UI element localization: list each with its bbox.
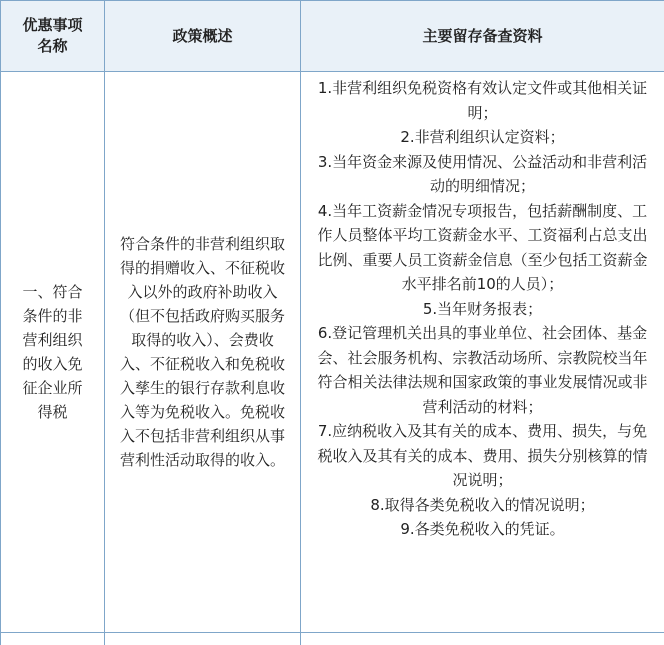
table-header-row (1, 1, 664, 72)
document-item-3: 3.当年资金来源及使用情况、公益活动和非营利活动的明细情况； (313, 150, 652, 199)
next-row-cell-3 (301, 633, 664, 645)
policy-summary-text: 符合条件的非营利组织取得的捐赠收入、不征税收入以外的政府补助收入（但不包括政府购买服务取得的收入）、会费收入、不征税收入和免税收入孳生的银行存款利息收入等为免税收入。免税收入不包括非营利组织从事营利性活动取得的收入。 (120, 235, 285, 469)
header-item-name-text: 优惠事项名称 (22, 16, 82, 55)
document-item-5: 5.当年财务报表； (313, 297, 652, 322)
table-row (1, 72, 664, 633)
item-name-text: 一、符合条件的非营利组织的收入免征企业所得税 (22, 283, 82, 421)
document-item-1: 1.非营利组织免税资格有效认定文件或其他相关证明； (313, 76, 652, 125)
header-item-name (1, 1, 105, 72)
document-item-4: 4.当年工资薪金情况专项报告，包括薪酬制度、工作人员整体平均工资薪金水平、工资福利占总支出比例、重要人员工资薪金信息（至少包括工资薪金水平排名前10的人员）； (313, 199, 652, 297)
header-retained-documents (301, 1, 664, 72)
document-item-2: 2.非营利组织认定资料； (313, 125, 652, 150)
next-row-cell-1 (1, 633, 105, 645)
policy-summary-cell (105, 72, 301, 633)
document-item-6: 6.登记管理机关出具的事业单位、社会团体、基金会、社会服务机构、宗教活动场所、宗教院校当年符合相关法律法规和国家政策的事业发展情况或非营利活动的材料； (313, 321, 652, 419)
table-row-next-partial (1, 633, 664, 645)
next-row-cell-2 (105, 633, 301, 645)
header-retained-documents-text: 主要留存备查资料 (422, 27, 542, 45)
document-item-8: 8.取得各类免税收入的情况说明； (313, 493, 652, 518)
retained-documents-cell (301, 72, 664, 633)
document-item-7: 7.应纳税收入及其有关的成本、费用、损失，与免税收入及其有关的成本、费用、损失分别核算的情况说明； (313, 419, 652, 493)
header-policy-summary-text: 政策概述 (172, 27, 232, 45)
document-item-9: 9.各类免税收入的凭证。 (313, 517, 652, 542)
header-policy-summary (105, 1, 301, 72)
item-name-cell (1, 72, 105, 633)
